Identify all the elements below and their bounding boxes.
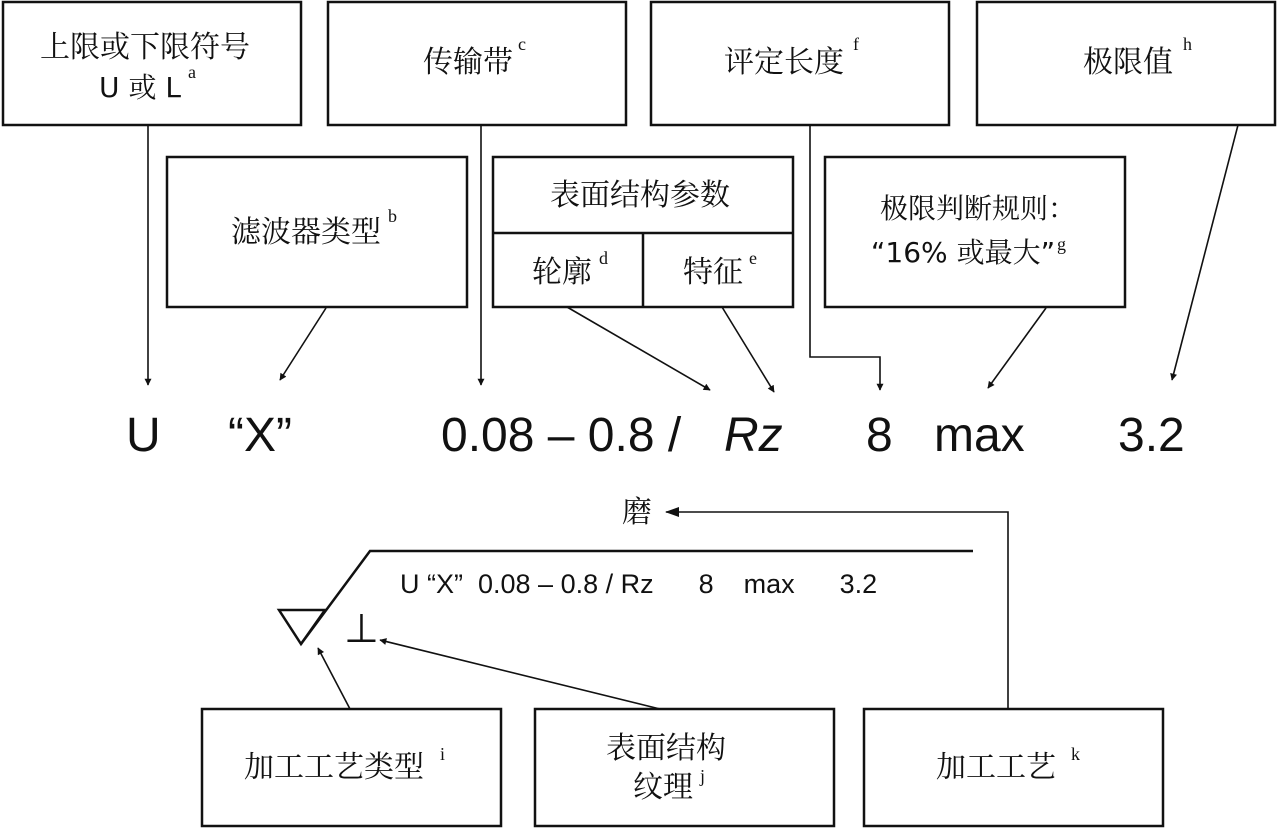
superscript-i: i (440, 744, 446, 764)
arrow-process (666, 512, 1008, 709)
arrow-feature (722, 307, 774, 392)
superscript-j: j (700, 766, 706, 786)
limit-symbol-box (3, 2, 301, 125)
superscript-e: e (749, 248, 757, 268)
surface-texture-label: 表面结构 (606, 731, 726, 766)
surface-params-title: 表面结构参数 (550, 178, 730, 213)
filter-type-box (167, 157, 467, 307)
lay-perpendicular-icon: ⊥ (344, 606, 379, 652)
superscript-b: b (388, 206, 397, 226)
process-type-box (202, 709, 501, 826)
profile-label: 轮廓 (532, 255, 592, 290)
feature-label: 特征 (683, 255, 743, 290)
arrow-profile (567, 307, 710, 390)
limit-symbol-label: 上限或下限符号 (40, 30, 250, 65)
superscript-f: f (853, 34, 859, 54)
transmission-band-label: 传输带 (423, 45, 513, 80)
surface-texture-box (535, 709, 834, 826)
notation-u: U (126, 409, 161, 462)
notation-filter: “X” (228, 409, 292, 462)
arrow-limit-rule (988, 308, 1046, 388)
notation-value: 3.2 (1118, 409, 1185, 462)
limit-rule-sublabel: “16% 或最大” (870, 236, 1056, 269)
process-box (864, 709, 1163, 826)
evaluation-length-label: 评定长度 (724, 45, 844, 80)
process-type-label: 加工工艺类型 (244, 750, 424, 785)
evaluation-length-box (651, 2, 949, 125)
superscript-h: h (1183, 34, 1192, 54)
process-label: 加工工艺 (936, 750, 1056, 785)
superscript-c: c (518, 34, 526, 54)
filter-type-label: 滤波器类型 (231, 215, 381, 250)
limit-symbol-sublabel: U 或 L (99, 71, 181, 104)
superscript-g: g (1057, 234, 1066, 254)
surface-params-box (493, 157, 793, 307)
limit-rule-label: 极限判断规则： (879, 192, 1077, 225)
notation-length: 8 (866, 409, 893, 462)
process-text: 磨 (622, 495, 652, 530)
surface-texture-sublabel: 纹理 (633, 770, 693, 805)
arrow-surface-texture (380, 640, 660, 709)
arrow-limit-value (1172, 125, 1238, 380)
limit-rule-box (825, 157, 1125, 307)
surface-symbol (279, 495, 973, 652)
notation-rule: max (934, 409, 1025, 462)
transmission-band-box (328, 2, 626, 125)
limit-value-label: 极限值 (1083, 45, 1173, 80)
arrow-filter-type (280, 308, 326, 380)
superscript-d: d (599, 248, 608, 268)
limit-value-box (977, 2, 1275, 125)
superscript-k: k (1071, 744, 1080, 764)
symbol-annotation: U “X” 0.08 – 0.8 / Rz 8 max 3.2 (400, 569, 878, 599)
superscript-a: a (188, 62, 196, 82)
main-notation (126, 409, 1185, 462)
notation-param: Rz (724, 409, 783, 462)
arrow-process-type (318, 648, 350, 709)
notation-band: 0.08 – 0.8 / (441, 409, 682, 462)
